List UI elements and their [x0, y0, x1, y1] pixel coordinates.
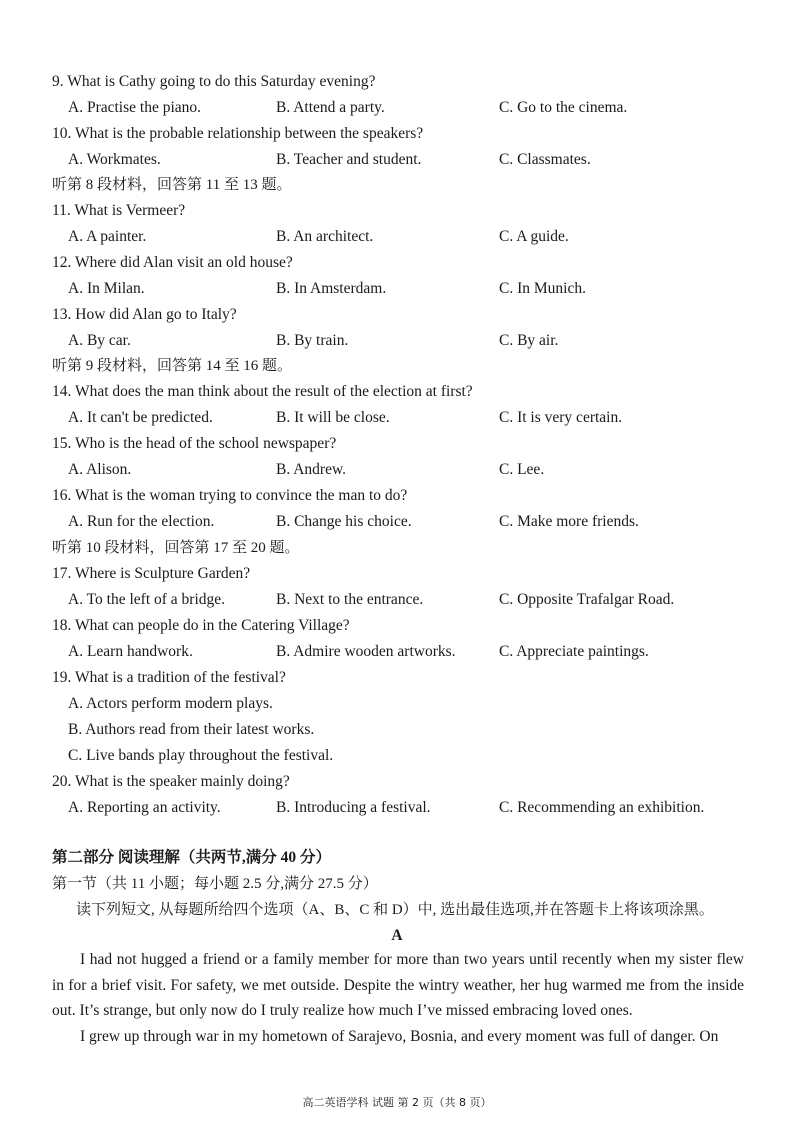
question-12: 12. Where did Alan visit an old house?: [52, 254, 293, 271]
option-b: B. Admire wooden artworks.: [276, 643, 456, 660]
option-a: A. By car.: [68, 332, 131, 349]
option-a: A. It can't be predicted.: [68, 409, 213, 426]
options-15: [68, 460, 768, 480]
options-17: [68, 590, 768, 610]
listening-section-8-header: 听第 8 段材料，回答第 11 至 13 题。: [52, 177, 292, 193]
option-b: B. Andrew.: [276, 461, 347, 478]
question-10: 10. What is the probable relationship between the speakers?: [52, 125, 424, 142]
page-footer: 高二英语学科 试题 第 2 页（共 8 页）: [302, 1096, 492, 1109]
option-b: B. By train.: [276, 332, 349, 349]
question-9: 9. What is Cathy going to do this Saturday evening?: [52, 73, 376, 90]
option-a: A. Workmates.: [68, 151, 161, 168]
options-11: [68, 227, 768, 247]
passage-paragraph: I had not hugged a friend or a family member for more than two years until recently when my sister flew in for a brief visit. For safety, we met outside. Despite the wintry weather, her hug warmed me from the inside out. It’s strange, but only now do I truly realize how much I’ve missed embracing loved ones.: [52, 951, 744, 1020]
option-c: C. Live bands play throughout the festival.: [68, 747, 334, 764]
listening-section-10-header: 听第 10 段材料，回答第 17 至 20 题。: [52, 540, 300, 556]
option-b: B. Authors read from their latest works.: [68, 721, 315, 738]
option-b: B. Introducing a festival.: [276, 799, 431, 816]
question-16: 16. What is the woman trying to convince the man to do?: [52, 487, 408, 504]
listening-section-9-header: 听第 9 段材料，回答第 14 至 16 题。: [52, 358, 293, 374]
question-11: 11. What is Vermeer?: [52, 202, 186, 219]
passage-label: A: [391, 927, 403, 944]
option-b: B. Change his choice.: [276, 513, 412, 530]
option-c: C. Go to the cinema.: [499, 99, 628, 116]
option-c: C. In Munich.: [499, 280, 586, 297]
question-20: 20. What is the speaker mainly doing?: [52, 773, 290, 790]
option-c: C. Lee.: [499, 461, 545, 478]
option-c: C. Recommending an exhibition.: [499, 799, 705, 816]
option-a: A. In Milan.: [68, 280, 145, 297]
question-19: 19. What is a tradition of the festival?: [52, 669, 286, 686]
option-c: C. Classmates.: [499, 151, 591, 168]
option-a: A. To the left of a bridge.: [68, 591, 226, 608]
part-two-title: 第二部分 阅读理解（共两节,满分 40 分）: [52, 849, 332, 866]
options-20: [68, 798, 768, 818]
question-14: 14. What does the man think about the result of the election at first?: [52, 383, 473, 400]
options-14: [68, 408, 768, 428]
option-a: A. Practise the piano.: [68, 99, 202, 116]
option-c: C. Make more friends.: [499, 513, 639, 530]
passage-body: [52, 947, 744, 1049]
option-b: B. Attend a party.: [276, 99, 385, 116]
section-one-header: 第一节（共 11 小题；每小题 2.5 分,满分 27.5 分）: [52, 876, 378, 892]
question-15: 15. Who is the head of the school newspaper?: [52, 435, 337, 452]
options-18: [68, 642, 768, 662]
option-b: B. Teacher and student.: [276, 151, 422, 168]
option-a: A. A painter.: [68, 228, 147, 245]
option-b: B. It will be close.: [276, 409, 390, 426]
option-c: C. It is very certain.: [499, 409, 623, 426]
option-c: C. By air.: [499, 332, 559, 349]
options-9: [68, 98, 768, 118]
option-b: B. An architect.: [276, 228, 374, 245]
option-a: A. Reporting an activity.: [68, 799, 221, 816]
question-18: 18. What can people do in the Catering Village?: [52, 617, 350, 634]
options-10: [68, 150, 768, 170]
option-b: B. Next to the entrance.: [276, 591, 424, 608]
option-b: B. In Amsterdam.: [276, 280, 387, 297]
options-13: [68, 331, 768, 351]
option-a: A. Run for the election.: [68, 513, 215, 530]
options-16: [68, 512, 768, 532]
option-c: C. A guide.: [499, 228, 569, 245]
option-c: C. Appreciate paintings.: [499, 643, 649, 660]
option-c: C. Opposite Trafalgar Road.: [499, 591, 675, 608]
option-a: A. Actors perform modern plays.: [68, 695, 273, 712]
reading-instruction: 读下列短文, 从每题所给四个选项（A、B、C 和 D）中, 选出最佳选项,并在答题卡上将该项涂黑。: [76, 902, 714, 918]
question-17: 17. Where is Sculpture Garden?: [52, 565, 251, 582]
option-a: A. Alison.: [68, 461, 132, 478]
option-a: A. Learn handwork.: [68, 643, 193, 660]
question-13: 13. How did Alan go to Italy?: [52, 306, 237, 323]
passage-paragraph: I grew up through war in my hometown of Sarajevo, Bosnia, and every moment was full of danger. On: [80, 1027, 719, 1045]
options-12: [68, 279, 768, 299]
